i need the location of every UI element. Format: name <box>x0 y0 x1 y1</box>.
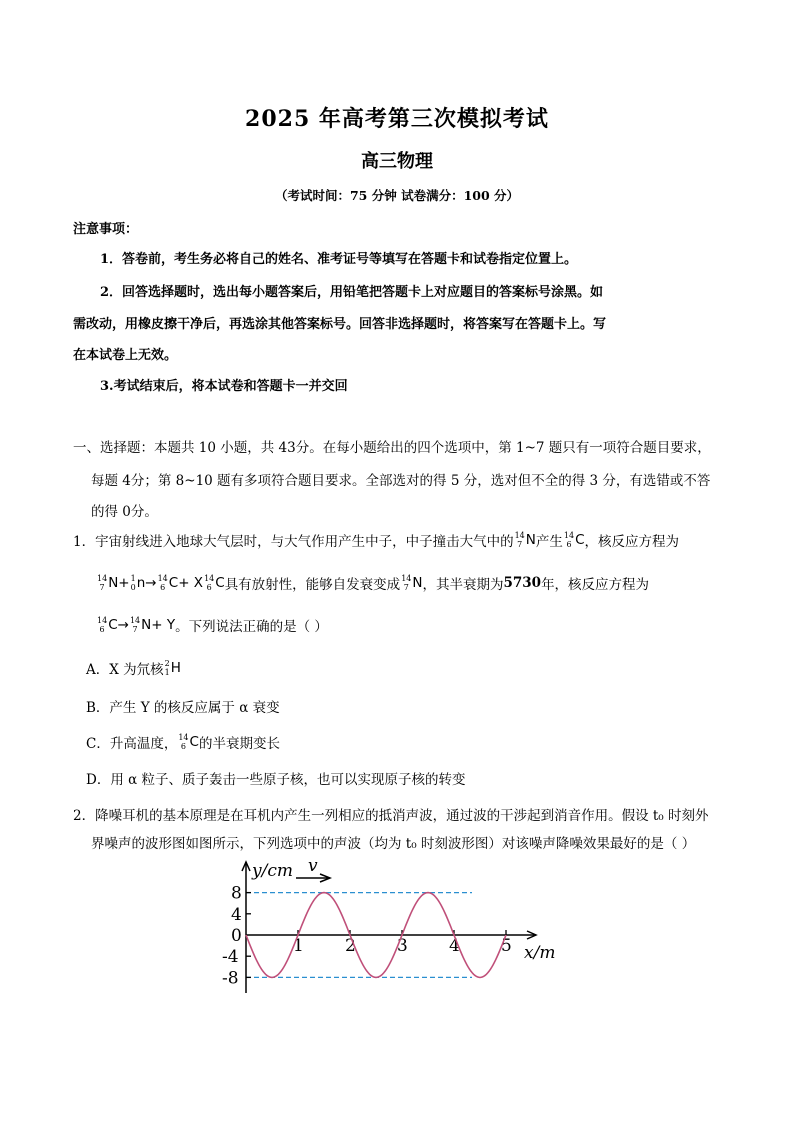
iso-symbol: C <box>189 734 199 750</box>
eq-product-x: + X <box>178 575 204 591</box>
iso-z: 1 <box>164 668 170 677</box>
option-b <box>86 696 280 716</box>
page-title: 2025 年高考第三次模拟考试 <box>245 106 549 132</box>
eq-product-y: + Y <box>151 617 176 633</box>
iso-mass: 14 <box>514 531 525 540</box>
q1-text-a: 1．宇宙射线进入地球大气层时，与大气作用产生中子，中子撞击大气中的 <box>73 534 514 550</box>
iso-symbol: N <box>141 617 152 633</box>
iso-mass: 14 <box>97 616 108 625</box>
iso-mass: 2 <box>164 659 170 668</box>
iso-z: 6 <box>206 583 212 592</box>
y-tick-label: 0 <box>231 926 242 946</box>
q1-line-2 <box>96 573 649 593</box>
iso-z: 7 <box>403 583 409 592</box>
iso-symbol: N <box>412 575 423 591</box>
iso-mass: 14 <box>178 733 189 742</box>
eq-plus: + <box>118 575 130 591</box>
carbon-14-isotope <box>97 616 107 634</box>
y-tick-label: -8 <box>222 968 239 989</box>
exam-info: （考试时间：75 分钟 试卷满分：100 分） <box>274 188 520 203</box>
x-tick-label: 3 <box>397 936 408 956</box>
nitrogen-14-isotope <box>130 616 140 634</box>
y-tick-label: 4 <box>231 904 242 925</box>
y-axis-label: y/cm <box>252 861 293 881</box>
option-c <box>86 732 280 752</box>
iso-z: 6 <box>566 540 572 549</box>
note-item-1: 1．答卷前，考生务必将自己的姓名、准考证号等填写在答题卡和试卷指定位置上。 <box>100 252 578 267</box>
q1-text-line3-b: 。下列说法正确的是（ ） <box>175 619 328 635</box>
x-axis-label: x/m <box>524 943 556 963</box>
half-life-value: 5730 <box>503 575 542 591</box>
note-item-2-line-2: 需改动，用橡皮擦干净后，再选涂其他答案标号。回答非选择题时，将答案写在答题卡上。写 <box>73 317 607 332</box>
option-text: 的半衰期变长 <box>198 736 280 752</box>
eq-arrow: → <box>117 617 129 633</box>
option-d <box>86 768 466 788</box>
iso-mass: 14 <box>204 574 215 583</box>
chart-root <box>222 856 555 993</box>
option-label: A． <box>86 662 110 678</box>
option-text: 产生 Y 的核反应属于 α 衰变 <box>109 700 280 716</box>
option-text: X 为氘核 <box>109 662 164 678</box>
y-tick-label: 8 <box>231 883 242 904</box>
iso-symbol: N <box>108 575 119 591</box>
iso-z: 6 <box>99 625 105 634</box>
note-item-3: 3.考试结束后，将本试卷和答题卡一并交回 <box>100 379 348 394</box>
option-label: B． <box>86 700 110 716</box>
iso-mass: 14 <box>563 531 575 540</box>
x-tick-label: 2 <box>345 936 356 956</box>
iso-symbol: C <box>215 575 225 591</box>
section-1-line-1: 一、选择题：本题共 10 小题，共 43分。在每小题给出的四个选项中，第 1~7 题只有一项符合题目要求， <box>73 440 711 456</box>
nitrogen-14-isotope <box>97 574 107 592</box>
iso-symbol: H <box>170 660 181 676</box>
carbon-14-isotope <box>564 531 574 549</box>
q1-line-3 <box>96 615 328 635</box>
iso-symbol: C <box>575 532 585 548</box>
note-item-2-line-3: 在本试卷上无效。 <box>73 348 178 363</box>
y-tick-label: -4 <box>222 947 239 968</box>
iso-mass: 14 <box>401 574 412 583</box>
option-a <box>86 658 181 678</box>
note-item-2-line-1: 2．回答选择题时，选出每小题答案后，用铅笔把答题卡上对应题目的答案标号涂黑。如 <box>100 285 604 300</box>
q1-line-1 <box>73 530 679 550</box>
iso-mass: 14 <box>129 616 141 625</box>
notes-heading: 注意事项： <box>73 222 139 237</box>
q1-text-b: 产生 <box>535 534 563 550</box>
iso-z: 6 <box>160 583 166 592</box>
iso-symbol: n <box>136 575 146 591</box>
neutron-isotope <box>131 574 136 592</box>
carbon-14-isotope <box>204 574 214 592</box>
iso-z: 7 <box>132 625 138 634</box>
iso-z: 6 <box>180 742 186 751</box>
option-text: 用 α 粒子、质子轰击一些原子核，也可以实现原子核的转变 <box>110 772 466 788</box>
iso-z: 7 <box>517 540 523 549</box>
iso-z: 7 <box>99 583 105 592</box>
iso-symbol: C <box>168 575 179 591</box>
carbon-14-isotope <box>158 574 168 592</box>
nitrogen-14-isotope <box>515 531 525 549</box>
carbon-14-isotope <box>178 733 188 751</box>
iso-mass: 14 <box>157 574 168 583</box>
iso-z: 0 <box>130 583 136 592</box>
iso-mass: 1 <box>130 574 136 583</box>
option-text: 升高温度， <box>109 736 178 752</box>
x-tick-label: 4 <box>449 936 460 956</box>
option-label: D． <box>86 772 111 788</box>
section-1-line-3: 的得 0分。 <box>91 504 158 520</box>
iso-symbol: C <box>108 617 118 633</box>
subject-title: 高三物理 <box>361 151 433 172</box>
x-tick-label: 1 <box>293 936 304 956</box>
nitrogen-14-isotope <box>401 574 411 592</box>
x-tick-label: 5 <box>501 936 512 956</box>
q2-line-1: 2．降噪耳机的基本原理是在耳机内产生一列相应的抵消声波，通过波的干涉起到消音作用。假设 t₀ 时刻外 <box>73 808 709 824</box>
q1-text-line2-c: ，其半衰期为 <box>422 577 504 593</box>
section-1-line-2: 每题 4分；第 8~10 题有多项符合题目要求。全部选对的得 5 分，选对但不全的得 3 分，有选错或不答 <box>91 473 711 489</box>
deuterium-isotope <box>165 659 170 677</box>
option-label: C． <box>86 736 110 752</box>
waveform-chart <box>200 852 570 1002</box>
q2-line-2: 界噪声的波形图如图所示，下列选项中的声波（均为 t₀ 时刻波形图）对该噪声降噪效果最好的是（ ） <box>91 836 696 852</box>
iso-symbol: N <box>525 532 536 548</box>
q1-text-line2-d: 年，核反应方程为 <box>541 577 650 593</box>
q1-text-c: ，核反应方程为 <box>584 534 680 550</box>
eq-arrow: → <box>145 575 157 591</box>
velocity-label: v <box>308 856 318 876</box>
iso-mass: 14 <box>97 574 108 583</box>
q1-text-line2-b: 具有放射性，能够自发衰变成 <box>224 577 401 593</box>
